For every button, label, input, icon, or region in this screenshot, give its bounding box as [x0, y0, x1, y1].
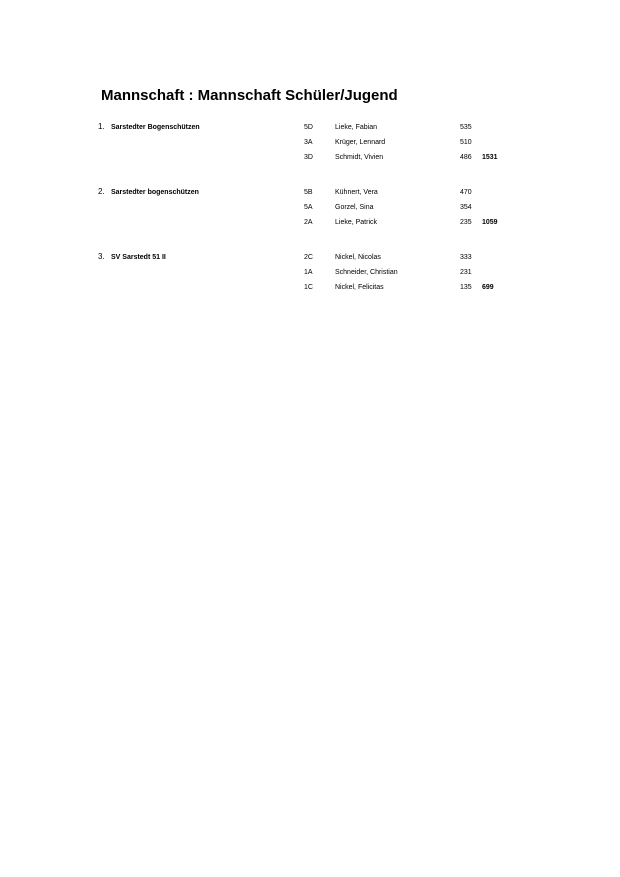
member-class: 5A [304, 204, 313, 211]
member-class: 5B [304, 189, 313, 196]
member-score: 486 [460, 154, 472, 161]
member-name: Gorzel, Sina [335, 204, 374, 211]
member-class: 2C [304, 254, 313, 261]
team-rank: 1. [98, 122, 105, 131]
member-name: Nickel, Felicitas [335, 284, 384, 291]
member-score: 231 [460, 269, 472, 276]
member-row [0, 204, 620, 218]
member-score: 354 [460, 204, 472, 211]
member-row [0, 219, 620, 233]
member-class: 3D [304, 154, 313, 161]
member-name: Nickel, Nicolas [335, 254, 381, 261]
member-name: Schmidt, Vivien [335, 154, 384, 161]
member-class: 1C [304, 284, 313, 291]
member-score: 235 [460, 219, 472, 226]
team-total: 699 [482, 284, 494, 291]
member-score: 135 [460, 284, 472, 291]
team-block [0, 124, 620, 174]
member-row [0, 284, 620, 298]
team-name: Sarstedter bogenschützen [111, 189, 199, 196]
team-rank: 2. [98, 187, 105, 196]
team-rank: 3. [98, 252, 105, 261]
member-score: 470 [460, 189, 472, 196]
member-score: 510 [460, 139, 472, 146]
member-name: Lieke, Fabian [335, 124, 378, 131]
team-block [0, 189, 620, 239]
member-name: Krüger, Lennard [335, 139, 386, 146]
team-total: 1059 [482, 219, 498, 226]
member-score: 535 [460, 124, 472, 131]
member-name: Kühnert, Vera [335, 189, 378, 196]
member-class: 1A [304, 269, 313, 276]
page-title: Mannschaft : Mannschaft Schüler/Jugend [101, 87, 398, 104]
team-name: Sarstedter Bogenschützen [111, 124, 200, 131]
member-class: 5D [304, 124, 313, 131]
member-score: 333 [460, 254, 472, 261]
team-total: 1531 [482, 154, 498, 161]
member-row [0, 269, 620, 283]
member-row [0, 139, 620, 153]
member-row [0, 254, 620, 268]
team-block [0, 254, 620, 304]
member-name: Lieke, Patrick [335, 219, 378, 226]
member-class: 3A [304, 139, 313, 146]
team-name: SV Sarstedt 51 II [111, 254, 166, 261]
member-name: Schneider, Christian [335, 269, 398, 276]
member-row [0, 189, 620, 203]
member-row [0, 124, 620, 138]
member-class: 2A [304, 219, 313, 226]
member-row [0, 154, 620, 168]
